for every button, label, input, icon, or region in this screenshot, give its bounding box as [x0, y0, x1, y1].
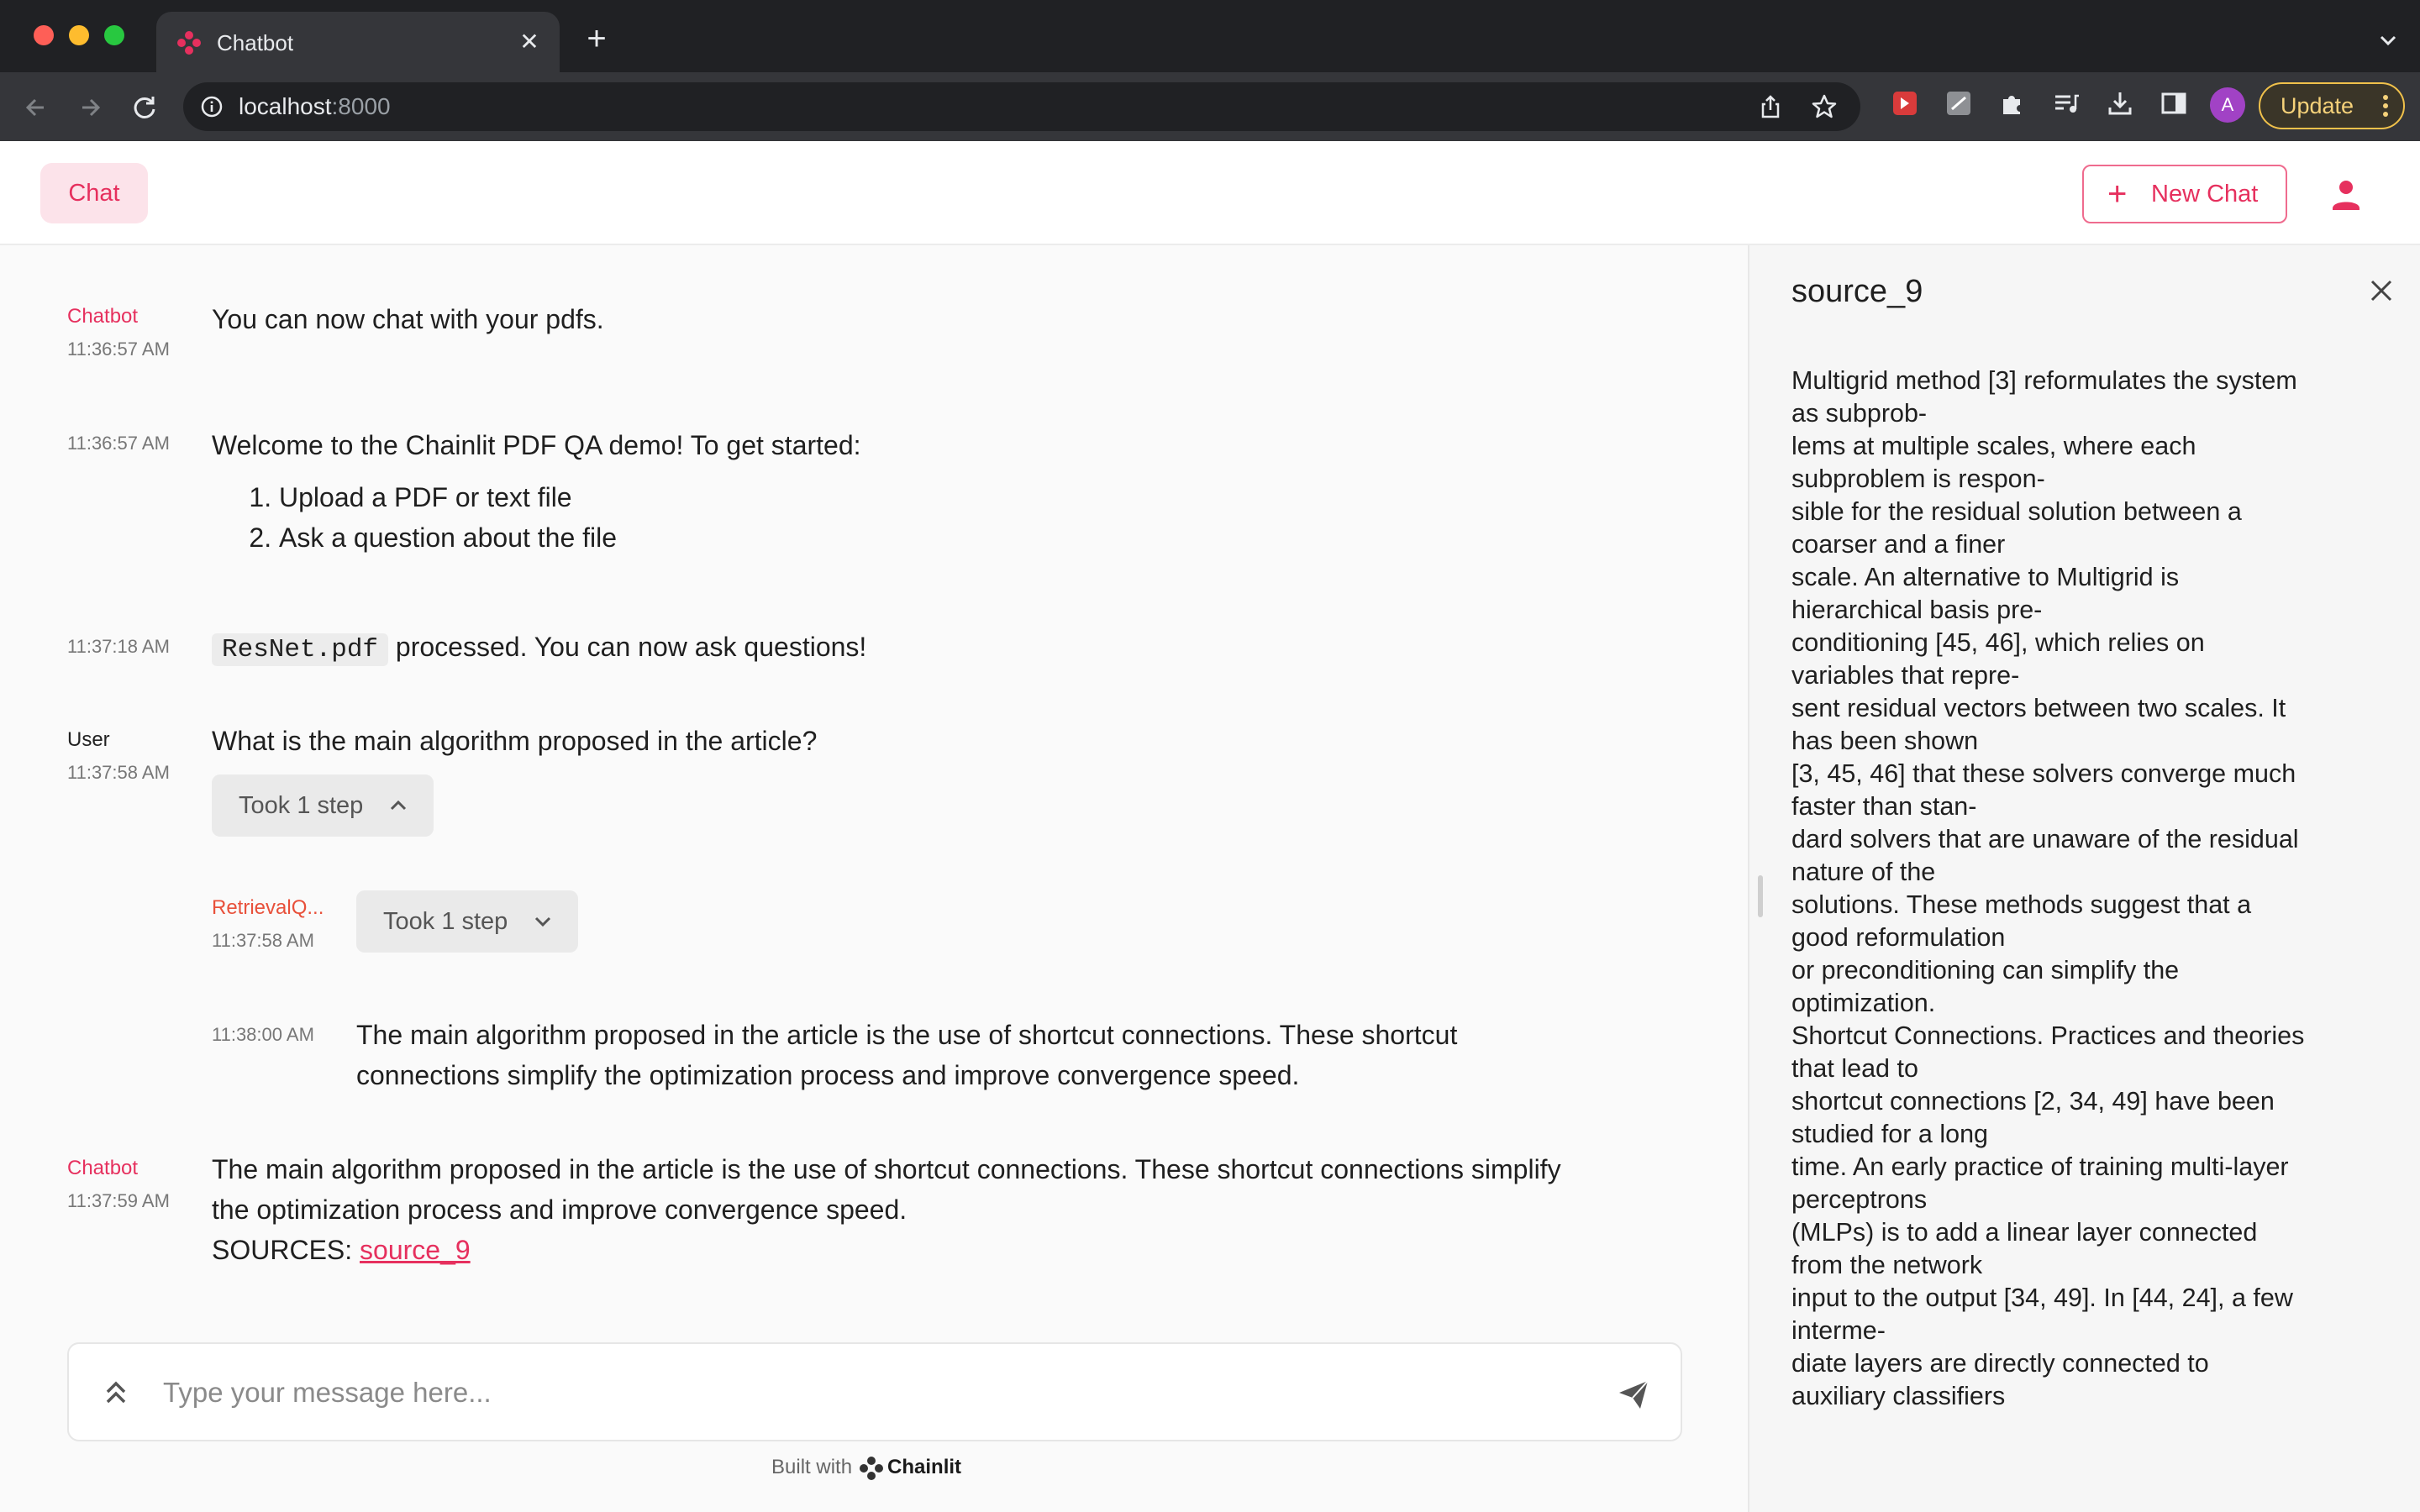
source-text-line: coarser and a finer — [1791, 530, 2006, 559]
source-text-line: Multigrid method [3] reformulates the system — [1791, 366, 2297, 395]
source-text — [1791, 365, 2396, 1413]
close-icon[interactable] — [2366, 276, 2396, 306]
message-final-answer — [212, 1149, 1724, 1270]
source-text-line: hierarchical basis pre- — [1791, 596, 2043, 624]
step-label: Took 1 step — [239, 792, 364, 819]
source-text-line: auxiliary classifiers — [1791, 1382, 2006, 1410]
source-text-line: sent residual vectors between two scales. It — [1791, 694, 2286, 722]
side-panel-icon[interactable] — [2160, 89, 2188, 118]
sources-label: SOURCES: — [212, 1235, 360, 1265]
new-chat-label: New Chat — [2151, 181, 2259, 207]
url-text — [239, 92, 391, 121]
message-nested-answer — [356, 1015, 1701, 1095]
source-text-line: studied for a long — [1791, 1120, 1988, 1148]
chainlit-logo-icon — [859, 1456, 884, 1481]
address-bar[interactable] — [183, 82, 1860, 131]
instructions-list — [279, 477, 1724, 558]
sources-line — [212, 1230, 1724, 1270]
source-text-line: faster than stan- — [1791, 792, 1977, 821]
source-text-line: solutions. These methods suggest that a — [1791, 890, 2252, 919]
message-text-line: connections simplify the optimization process and improve convergence speed. — [356, 1060, 1300, 1090]
user-account-icon[interactable] — [2328, 176, 2365, 213]
update-button[interactable] — [2259, 82, 2405, 129]
forward-arrow-icon[interactable] — [72, 89, 109, 126]
source-text-line: interme- — [1791, 1316, 1886, 1345]
message-text-line: The main algorithm proposed in the article is the use of shortcut connections. These shortcut — [356, 1020, 1458, 1050]
message-timestamp: 11:36:57 AM — [67, 339, 170, 360]
chevron-down-icon[interactable] — [2375, 27, 2402, 54]
source-text-line: (MLPs) is to add a linear layer connected — [1791, 1218, 2258, 1247]
message-text: What is the main algorithm proposed in the article? — [212, 726, 818, 756]
source-text-line: perceptrons — [1791, 1185, 1928, 1214]
message-timestamp: 11:36:57 AM — [67, 433, 170, 454]
source-side-panel — [1748, 245, 2420, 1512]
message-text: processed. You can now ask questions! — [388, 632, 867, 662]
source-text-line: good reformulation — [1791, 923, 2006, 952]
more-vertical-icon — [2381, 84, 2390, 128]
update-label: Update — [2281, 93, 2354, 118]
extension-gray-icon[interactable] — [1944, 89, 1973, 118]
message-text-line: The main algorithm proposed in the article is the use of shortcut connections. These shortcut connections simplify — [212, 1154, 1561, 1184]
message-text: Welcome to the Chainlit PDF QA demo! To get started: — [212, 430, 861, 460]
share-icon[interactable] — [1758, 94, 1783, 119]
new-chat-button[interactable] — [2082, 165, 2287, 223]
message-author: Chatbot — [67, 1157, 139, 1179]
extension-red-icon[interactable] — [1891, 89, 1919, 118]
source-text-line: dard solvers that are unaware of the residual — [1791, 825, 2299, 853]
source-text-line: input to the output [34, 49]. In [44, 24], a few — [1791, 1284, 2293, 1312]
list-item: 2. Ask a question about the file — [279, 517, 1724, 558]
message-composer — [67, 1342, 1682, 1441]
source-text-line: nature of the — [1791, 858, 1936, 886]
plus-icon: + — [2107, 176, 2128, 213]
browser-titlebar — [0, 0, 2420, 72]
chevrons-up-icon[interactable] — [101, 1378, 131, 1408]
url-host: localhost — [239, 93, 332, 119]
source-text-line: that lead to — [1791, 1054, 1918, 1083]
download-icon[interactable] — [2106, 89, 2134, 118]
chainlit-brand: Chainlit — [887, 1456, 962, 1478]
source-text-line: conditioning [45, 46], which relies on — [1791, 628, 2205, 657]
source-text-line: shortcut connections [2, 34, 49] have been — [1791, 1087, 2275, 1116]
built-with-text: Built with — [771, 1456, 853, 1478]
extensions-puzzle-icon[interactable] — [1998, 89, 2027, 118]
browser-toolbar — [0, 72, 2420, 141]
message-timestamp: 11:37:58 AM — [67, 762, 170, 783]
tab-title: Chatbot — [217, 30, 294, 55]
message-timestamp: 11:37:18 AM — [67, 636, 170, 657]
source-text-line: time. An early practice of training multi-layer — [1791, 1152, 2289, 1181]
source-text-line: optimization. — [1791, 989, 1936, 1017]
source-text-line: variables that repre- — [1791, 661, 2020, 690]
reload-icon[interactable] — [126, 89, 163, 126]
source-text-line: [3, 45, 46] that these solvers converge much — [1791, 759, 2296, 788]
source-text-line: sible for the residual solution between a — [1791, 497, 2242, 526]
url-port: :8000 — [331, 93, 391, 119]
browser-tab[interactable] — [156, 12, 560, 72]
close-window-button[interactable] — [34, 25, 54, 45]
message-timestamp: 11:37:58 AM — [212, 930, 314, 951]
source-text-line: scale. An alternative to Multigrid is — [1791, 563, 2180, 591]
source-text-line: Shortcut Connections. Practices and theories — [1791, 1021, 2305, 1050]
panel-resize-handle[interactable] — [1758, 875, 1763, 917]
source-text-line: lems at multiple scales, where each — [1791, 432, 2196, 460]
message-text: You can now chat with your pdfs. — [212, 304, 604, 334]
chevron-up-icon — [388, 796, 408, 815]
back-arrow-icon[interactable] — [18, 89, 55, 126]
new-tab-button[interactable]: + — [587, 20, 607, 57]
message-author: User — [67, 728, 110, 751]
source-link[interactable]: source_9 — [360, 1235, 471, 1265]
message-input[interactable] — [163, 1368, 1634, 1418]
app-header — [0, 141, 2420, 245]
source-text-line: from the network — [1791, 1251, 1983, 1279]
source-text-line: subproblem is respon- — [1791, 465, 2045, 493]
chevron-down-icon — [533, 912, 553, 931]
took-step-toggle[interactable] — [212, 774, 434, 837]
source-text-line: diate layers are directly connected to — [1791, 1349, 2209, 1378]
message-text-line: the optimization process and improve convergence speed. — [212, 1194, 908, 1225]
chainlit-favicon-icon — [176, 30, 202, 55]
profile-avatar[interactable]: A — [2210, 87, 2245, 123]
message-processed — [212, 627, 866, 670]
send-icon[interactable] — [1617, 1378, 1650, 1411]
built-with-footer — [771, 1455, 961, 1481]
tab-chat[interactable]: Chat — [40, 163, 148, 223]
tab-close-icon[interactable]: ✕ — [519, 29, 539, 55]
message-timestamp: 11:37:59 AM — [67, 1190, 170, 1211]
media-control-icon[interactable] — [2052, 89, 2081, 118]
source-text-line: or preconditioning can simplify the — [1791, 956, 2180, 984]
panel-title: source_9 — [1791, 274, 1923, 309]
source-text-line: as subprob- — [1791, 399, 1928, 428]
took-step-toggle[interactable] — [356, 890, 578, 953]
site-info-icon[interactable] — [200, 95, 224, 118]
chat-area — [0, 245, 1748, 1512]
message-timestamp: 11:38:00 AM — [212, 1024, 314, 1045]
list-item: 1. Upload a PDF or text file — [279, 477, 1724, 517]
maximize-window-button[interactable] — [104, 25, 124, 45]
step-label: Took 1 step — [383, 908, 508, 935]
bookmark-star-icon[interactable] — [1810, 92, 1839, 121]
message-author: Chatbot — [67, 305, 139, 328]
source-text-line: has been shown — [1791, 727, 1979, 755]
file-name-code: ResNet.pdf — [212, 633, 388, 666]
message-author: RetrievalQ... — [212, 896, 324, 919]
message-welcome — [212, 425, 1724, 558]
minimize-window-button[interactable] — [69, 25, 89, 45]
